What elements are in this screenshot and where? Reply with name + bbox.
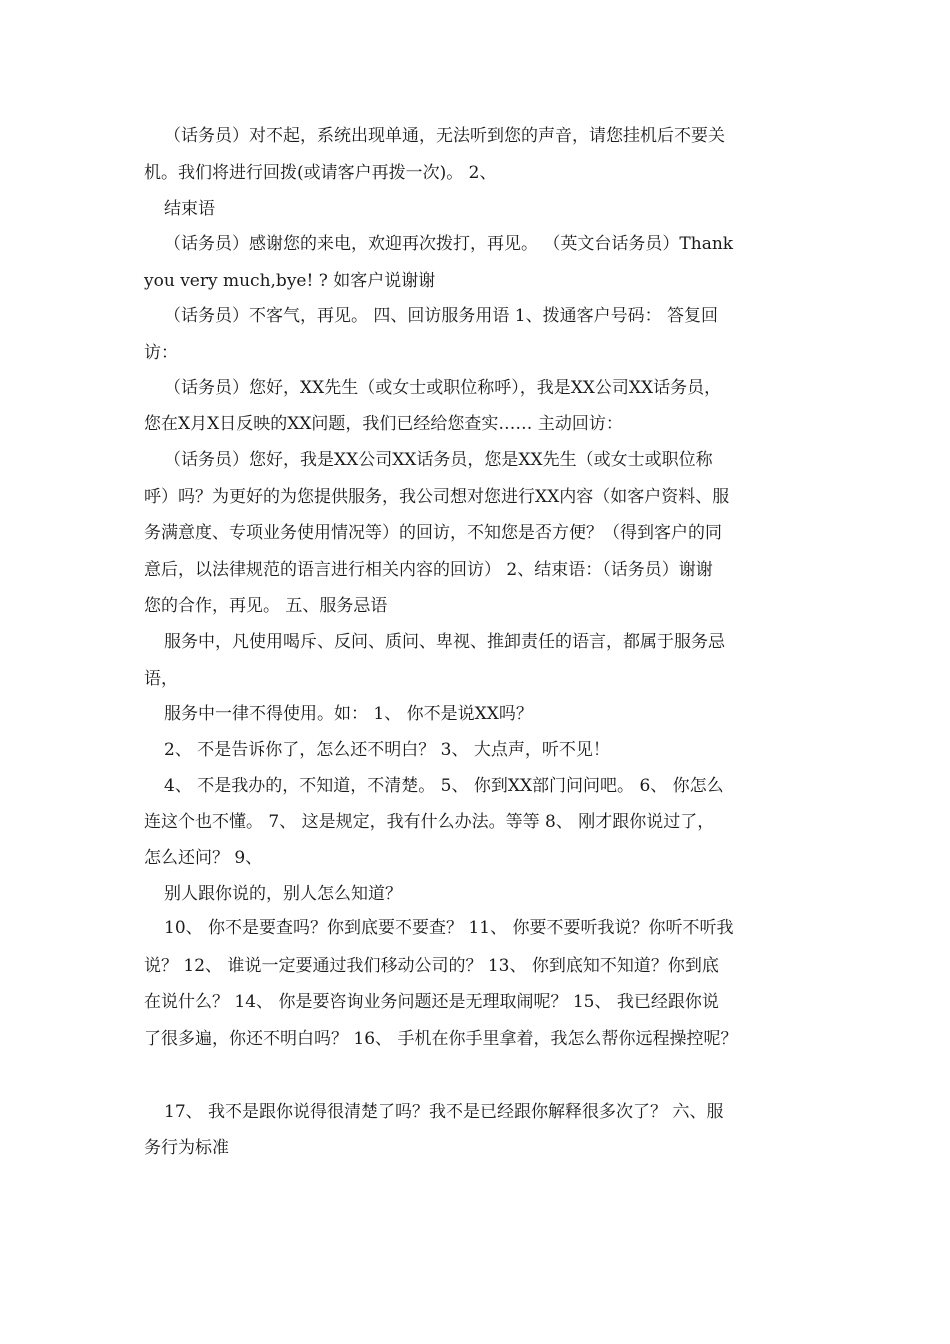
text-line: 语， bbox=[144, 669, 178, 689]
text-line: 您在X月X日反映的XX问题，我们已经给您查实…… 主动回访： bbox=[144, 414, 623, 434]
list-item: 了很多遍，你还不明白吗？ 16、 手机在你手里拿着，我怎么帮你远程操控呢？ bbox=[144, 1029, 738, 1049]
list-item: 在说什么？ 14、 你是要咨询业务问题还是无理取闹呢？ 15、 我已经跟你说 bbox=[144, 992, 719, 1012]
text-line: you very much,bye! ? 如客户说谢谢 bbox=[144, 271, 436, 291]
list-item: 说？ 12、 谁说一定要通过我们移动公司的？ 13、 你到底知不知道？你到底 bbox=[144, 956, 719, 976]
text-line: 意后，以法律规范的语言进行相关内容的回访） 2、结束语：（话务员）谢谢 bbox=[144, 560, 713, 580]
section-heading: 结束语 bbox=[164, 199, 215, 219]
section-heading: 务行为标准 bbox=[144, 1138, 229, 1158]
text-line: （话务员）感谢您的来电，欢迎再次拨打，再见。 （英文台话务员）Thank bbox=[164, 234, 734, 254]
list-item: 17、 我不是跟你说得很清楚了吗？我不是已经跟你解释很多次了？ 六、服 bbox=[164, 1102, 724, 1122]
text-line: 您的合作，再见。 五、服务忌语 bbox=[144, 596, 388, 616]
list-item: 2、 不是告诉你了，怎么还不明白？ 3、 大点声，听不见！ bbox=[164, 740, 610, 760]
text-line: （话务员）您好，XX先生（或女士或职位称呼），我是XX公司XX话务员， bbox=[164, 378, 722, 398]
text-line: 务满意度、专项业务使用情况等）的回访，不知您是否方便？（得到客户的同 bbox=[144, 523, 722, 543]
list-item: 连这个也不懂。 7、 这是规定，我有什么办法。等等 8、 刚才跟你说过了， bbox=[144, 812, 715, 832]
list-item: 4、 不是我办的，不知道，不清楚。 5、 你到XX部门问问吧。 6、 你怎么 bbox=[164, 776, 724, 796]
text-line: （话务员）对不起，系统出现单通，无法听到您的声音，请您挂机后不要关 bbox=[164, 126, 725, 146]
text-line: 服务中一律不得使用。如： 1、 你不是说XX吗？ bbox=[164, 704, 533, 724]
list-item: 怎么还问？ 9、 bbox=[144, 848, 263, 868]
list-item: 10、 你不是要查吗？你到底要不要查？ 11、 你要不要听我说？你听不听我 bbox=[164, 918, 734, 938]
text-line: 呼）吗？为更好的为您提供服务，我公司想对您进行XX内容（如客户资料、服 bbox=[144, 487, 730, 507]
list-item: 别人跟你说的，别人怎么知道？ bbox=[164, 884, 402, 904]
text-line: （话务员）不客气，再见。 四、回访服务用语 1、拨通客户号码： 答复回 bbox=[164, 306, 719, 326]
text-line: 服务中，凡使用喝斥、反问、质问、卑视、推卸责任的语言，都属于服务忌 bbox=[164, 632, 725, 652]
text-line: 访： bbox=[144, 343, 178, 363]
text-line: （话务员）您好，我是XX公司XX话务员，您是XX先生（或女士或职位称 bbox=[164, 450, 713, 470]
text-line: 机。我们将进行回拨(或请客户再拨一次)。 2、 bbox=[144, 163, 497, 183]
